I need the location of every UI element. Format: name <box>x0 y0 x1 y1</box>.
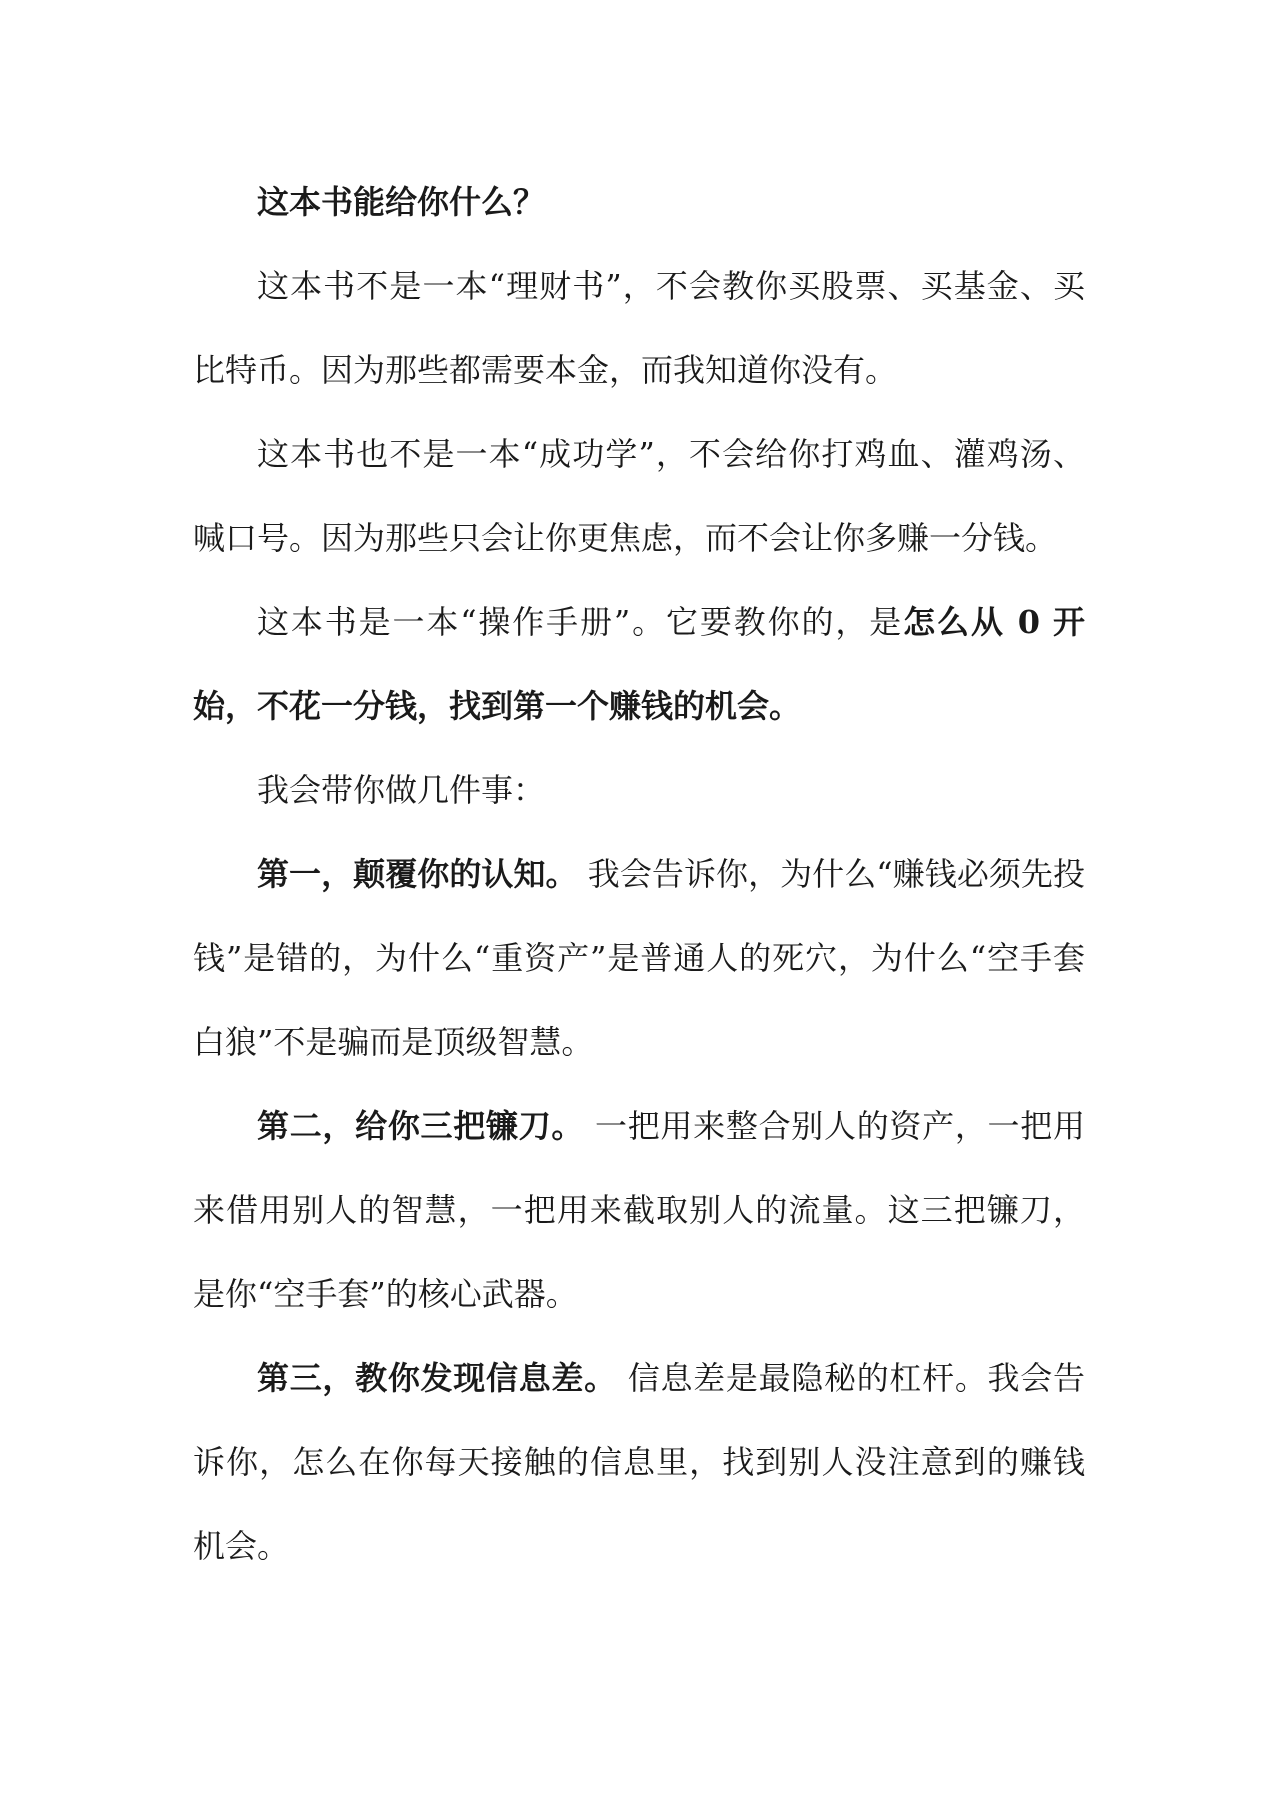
paragraph-text: 我会带你做几件事： <box>257 771 546 809</box>
point-heading: 第三，教你发现信息差。 <box>257 1359 617 1397</box>
paragraph-not-success-book <box>193 412 1085 580</box>
section-title: 这本书能给你什么？ <box>257 183 546 221</box>
paragraph-text: 这本书是一本“操作手册”。它要教你的，是 <box>257 603 904 641</box>
paragraph-text: 信息差是最隐秘的杠杆。我会告诉你，怎么在你每天接触的信息里，找到别人没注意到的赚钱机会。 <box>193 1359 1085 1565</box>
paragraph-text: 这本书也不是一本“成功学”，不会给你打鸡血、灌鸡汤、喊口号。因为那些只会让你更焦虑，而不会让你多赚一分钱。 <box>193 435 1085 557</box>
paragraph-operation-manual <box>193 580 1085 748</box>
paragraph-third-point <box>193 1336 1085 1588</box>
document-body <box>193 160 1085 1588</box>
paragraph-second-point <box>193 1084 1085 1336</box>
paragraph-emphasis: 怎么从 0 开始，不花一分钱，找到第一个赚钱的机会。 <box>193 603 1085 725</box>
paragraph-text: 我会告诉你，为什么“赚钱必须先投钱”是错的，为什么“重资产”是普通人的死穴，为什么“空手套白狼”不是骗而是顶级智慧。 <box>193 855 1085 1061</box>
paragraph-first-point <box>193 832 1085 1084</box>
point-heading: 第二，给你三把镰刀。 <box>257 1107 585 1145</box>
paragraph-not-finance-book <box>193 244 1085 412</box>
paragraph-text: 这本书不是一本“理财书”，不会教你买股票、买基金、买比特币。因为那些都需要本金，而我知道你没有。 <box>193 267 1085 389</box>
point-heading: 第一，颠覆你的认知。 <box>257 855 578 893</box>
paragraph-text: 一把用来整合别人的资产，一把用来借用别人的智慧，一把用来截取别人的流量。这三把镰刀，是你“空手套”的核心武器。 <box>193 1107 1085 1313</box>
paragraph-intro-list <box>193 748 1085 832</box>
